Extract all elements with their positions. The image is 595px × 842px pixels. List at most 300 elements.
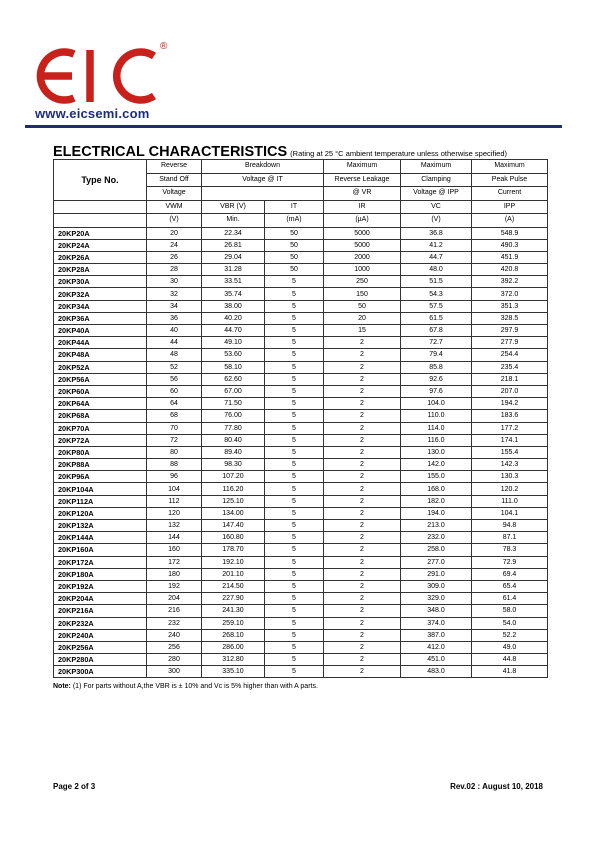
value-cell: 297.9 (472, 325, 548, 337)
value-cell: 5 (265, 446, 324, 458)
type-cell: 20KP70A (54, 422, 147, 434)
value-cell: 335.10 (202, 666, 265, 678)
value-cell: 35.74 (202, 288, 265, 300)
value-cell: 5 (265, 398, 324, 410)
value-cell: 48 (147, 349, 202, 361)
value-cell: 420.8 (472, 264, 548, 276)
table-row (54, 300, 548, 312)
value-cell: 97.6 (401, 385, 472, 397)
value-cell: 116.0 (401, 434, 472, 446)
revision-date: Rev.02 : August 10, 2018 (450, 782, 543, 791)
type-cell: 20KP240A (54, 629, 147, 641)
type-cell: 20KP52A (54, 361, 147, 373)
type-cell: 20KP232A (54, 617, 147, 629)
value-cell: 207.0 (472, 385, 548, 397)
value-cell: 328.5 (472, 312, 548, 324)
value-cell: 5 (265, 410, 324, 422)
table-row (54, 532, 548, 544)
value-cell: 5 (265, 520, 324, 532)
value-cell: 2 (324, 580, 401, 592)
header-cell: Maximum (472, 160, 548, 174)
value-cell: 194.2 (472, 398, 548, 410)
type-cell: 20KP40A (54, 325, 147, 337)
value-cell: 2 (324, 593, 401, 605)
value-cell: 56 (147, 373, 202, 385)
value-cell: 61.5 (401, 312, 472, 324)
table-row (54, 276, 548, 288)
value-cell: 2 (324, 520, 401, 532)
table-row (54, 507, 548, 519)
value-cell: 2 (324, 629, 401, 641)
website-link[interactable]: www.eicsemi.com (35, 106, 150, 121)
value-cell: 150 (324, 288, 401, 300)
value-cell: 96 (147, 471, 202, 483)
value-cell: 155.4 (472, 446, 548, 458)
value-cell: 490.3 (472, 239, 548, 251)
value-cell: 110.0 (401, 410, 472, 422)
header-cell: Clamping (401, 173, 472, 187)
value-cell: 72.9 (472, 556, 548, 568)
value-cell: 2 (324, 373, 401, 385)
footnote-text: (1) For parts without A,the VBR is ± 10% and Vc is 5% higher than with A parts. (72, 683, 318, 690)
value-cell: 41.2 (401, 239, 472, 251)
value-cell: 5 (265, 471, 324, 483)
table-row (54, 580, 548, 592)
value-cell: 67.00 (202, 385, 265, 397)
table-row (54, 410, 548, 422)
type-cell: 20KP104A (54, 483, 147, 495)
value-cell: 451.9 (472, 251, 548, 263)
value-cell: 213.0 (401, 520, 472, 532)
value-cell: 286.00 (202, 641, 265, 653)
value-cell: 2 (324, 605, 401, 617)
type-no-header: Type No. (54, 160, 147, 201)
unit-cell: (V) (401, 214, 472, 228)
value-cell: 68 (147, 410, 202, 422)
value-cell: 5 (265, 556, 324, 568)
table-row (54, 337, 548, 349)
value-cell: 26 (147, 251, 202, 263)
value-cell: 72.7 (401, 337, 472, 349)
value-cell: 5 (265, 654, 324, 666)
value-cell: 2 (324, 361, 401, 373)
value-cell: 5 (265, 483, 324, 495)
value-cell: 89.40 (202, 446, 265, 458)
value-cell: 104 (147, 483, 202, 495)
table-row (54, 556, 548, 568)
type-cell: 20KP68A (54, 410, 147, 422)
value-cell: 58.0 (472, 605, 548, 617)
value-cell: 44.70 (202, 325, 265, 337)
value-cell: 147.40 (202, 520, 265, 532)
value-cell: 204 (147, 593, 202, 605)
table-row (54, 373, 548, 385)
value-cell: 372.0 (472, 288, 548, 300)
value-cell: 412.0 (401, 641, 472, 653)
value-cell: 329.0 (401, 593, 472, 605)
value-cell: 2 (324, 641, 401, 653)
table-row (54, 227, 548, 239)
value-cell: 112 (147, 495, 202, 507)
value-cell: 53.60 (202, 349, 265, 361)
value-cell: 57.5 (401, 300, 472, 312)
table-row (54, 654, 548, 666)
value-cell: 451.0 (401, 654, 472, 666)
type-cell: 20KP256A (54, 641, 147, 653)
value-cell: 5 (265, 361, 324, 373)
value-cell: 61.4 (472, 593, 548, 605)
value-cell: 44 (147, 337, 202, 349)
value-cell: 348.0 (401, 605, 472, 617)
value-cell: 2 (324, 483, 401, 495)
value-cell: 24 (147, 239, 202, 251)
value-cell: 280 (147, 654, 202, 666)
value-cell: 92.6 (401, 373, 472, 385)
value-cell: 50 (265, 264, 324, 276)
value-cell: 94.8 (472, 520, 548, 532)
page-number: Page 2 of 3 (53, 782, 96, 791)
type-cell: 20KP34A (54, 300, 147, 312)
value-cell: 5 (265, 325, 324, 337)
value-cell: 52.2 (472, 629, 548, 641)
value-cell: 70 (147, 422, 202, 434)
value-cell: 374.0 (401, 617, 472, 629)
value-cell: 2 (324, 654, 401, 666)
type-cell: 20KP28A (54, 264, 147, 276)
value-cell: 67.8 (401, 325, 472, 337)
value-cell: 177.2 (472, 422, 548, 434)
table-row (54, 520, 548, 532)
type-cell: 20KP172A (54, 556, 147, 568)
type-cell: 20KP48A (54, 349, 147, 361)
value-cell: 300 (147, 666, 202, 678)
value-cell: 392.2 (472, 276, 548, 288)
value-cell: 44.7 (401, 251, 472, 263)
value-cell: 5 (265, 568, 324, 580)
value-cell: 2 (324, 507, 401, 519)
type-cell: 20KP44A (54, 337, 147, 349)
value-cell: 5000 (324, 239, 401, 251)
type-cell: 20KP192A (54, 580, 147, 592)
value-cell: 50 (265, 239, 324, 251)
value-cell: 5 (265, 288, 324, 300)
value-cell: 107.20 (202, 471, 265, 483)
value-cell: 277.0 (401, 556, 472, 568)
value-cell: 30 (147, 276, 202, 288)
value-cell: 144 (147, 532, 202, 544)
value-cell: 232 (147, 617, 202, 629)
table-row (54, 239, 548, 251)
value-cell: 183.6 (472, 410, 548, 422)
header-cell: Reverse Leakage (324, 173, 401, 187)
value-cell: 134.00 (202, 507, 265, 519)
header-divider (25, 125, 562, 128)
value-cell: 2 (324, 666, 401, 678)
unit-cell: Min. (202, 214, 265, 228)
value-cell: 104.0 (401, 398, 472, 410)
table-row (54, 483, 548, 495)
type-cell: 20KP132A (54, 520, 147, 532)
value-cell: 351.3 (472, 300, 548, 312)
value-cell: 48.0 (401, 264, 472, 276)
value-cell: 130.3 (472, 471, 548, 483)
value-cell: 79.4 (401, 349, 472, 361)
value-cell: 22.34 (202, 227, 265, 239)
value-cell: 5 (265, 337, 324, 349)
type-cell: 20KP300A (54, 666, 147, 678)
value-cell: 64 (147, 398, 202, 410)
type-cell: 20KP26A (54, 251, 147, 263)
value-cell: 2000 (324, 251, 401, 263)
value-cell: 125.10 (202, 495, 265, 507)
value-cell: 32 (147, 288, 202, 300)
value-cell: 5 (265, 641, 324, 653)
value-cell: 26.81 (202, 239, 265, 251)
value-cell: 168.0 (401, 483, 472, 495)
value-cell: 77.80 (202, 422, 265, 434)
value-cell: 36.8 (401, 227, 472, 239)
table-row (54, 471, 548, 483)
table-row (54, 361, 548, 373)
value-cell: 111.0 (472, 495, 548, 507)
type-cell: 20KP120A (54, 507, 147, 519)
value-cell: 5 (265, 666, 324, 678)
value-cell: 104.1 (472, 507, 548, 519)
table-row (54, 568, 548, 580)
unit-cell: (µA) (324, 214, 401, 228)
value-cell: 40 (147, 325, 202, 337)
value-cell: 2 (324, 410, 401, 422)
value-cell: 5 (265, 495, 324, 507)
table-row (54, 629, 548, 641)
value-cell: 51.5 (401, 276, 472, 288)
value-cell: 142.0 (401, 459, 472, 471)
value-cell: 98.30 (202, 459, 265, 471)
value-cell: 5 (265, 629, 324, 641)
value-cell: 548.9 (472, 227, 548, 239)
value-cell: 85.8 (401, 361, 472, 373)
header-cell (54, 214, 147, 228)
value-cell: 227.90 (202, 593, 265, 605)
type-cell: 20KP180A (54, 568, 147, 580)
section-title-main: ELECTRICAL CHARACTERISTICS (53, 144, 288, 160)
value-cell: 194.0 (401, 507, 472, 519)
type-cell: 20KP204A (54, 593, 147, 605)
value-cell: 132 (147, 520, 202, 532)
table-row (54, 251, 548, 263)
value-cell: 291.0 (401, 568, 472, 580)
value-cell: 218.1 (472, 373, 548, 385)
type-cell: 20KP88A (54, 459, 147, 471)
value-cell: 80 (147, 446, 202, 458)
value-cell: 5 (265, 507, 324, 519)
value-cell: 5 (265, 422, 324, 434)
unit-cell: (A) (472, 214, 548, 228)
value-cell: 69.4 (472, 568, 548, 580)
value-cell: 174.1 (472, 434, 548, 446)
table-row (54, 666, 548, 678)
header-cell (202, 187, 324, 201)
value-cell: 2 (324, 544, 401, 556)
value-cell: 259.10 (202, 617, 265, 629)
value-cell: 33.51 (202, 276, 265, 288)
header-cell: Reverse (147, 160, 202, 174)
type-cell: 20KP80A (54, 446, 147, 458)
value-cell: 201.10 (202, 568, 265, 580)
header-cell: @ VR (324, 187, 401, 201)
value-cell: 2 (324, 385, 401, 397)
value-cell: 180 (147, 568, 202, 580)
value-cell: 2 (324, 617, 401, 629)
value-cell: 5 (265, 544, 324, 556)
value-cell: 2 (324, 495, 401, 507)
value-cell: 268.10 (202, 629, 265, 641)
value-cell: 192.10 (202, 556, 265, 568)
value-cell: 2 (324, 446, 401, 458)
value-cell: 78.3 (472, 544, 548, 556)
value-cell: 172 (147, 556, 202, 568)
value-cell: 240 (147, 629, 202, 641)
table-row (54, 312, 548, 324)
value-cell: 29.04 (202, 251, 265, 263)
value-cell: 5 (265, 373, 324, 385)
value-cell: 52 (147, 361, 202, 373)
type-cell: 20KP64A (54, 398, 147, 410)
value-cell: 54.0 (472, 617, 548, 629)
value-cell: 5 (265, 593, 324, 605)
value-cell: 216 (147, 605, 202, 617)
header-cell: Maximum (401, 160, 472, 174)
value-cell: 5 (265, 312, 324, 324)
header-cell: Voltage @ IPP (401, 187, 472, 201)
type-cell: 20KP32A (54, 288, 147, 300)
table-row (54, 385, 548, 397)
value-cell: 5 (265, 580, 324, 592)
type-cell: 20KP216A (54, 605, 147, 617)
symbol-cell: VC (401, 200, 472, 214)
value-cell: 5000 (324, 227, 401, 239)
table-row (54, 617, 548, 629)
value-cell: 5 (265, 349, 324, 361)
value-cell: 62.60 (202, 373, 265, 385)
table-row (54, 641, 548, 653)
value-cell: 258.0 (401, 544, 472, 556)
type-cell: 20KP112A (54, 495, 147, 507)
value-cell: 50 (324, 300, 401, 312)
header-cell: Breakdown (202, 160, 324, 174)
value-cell: 116.20 (202, 483, 265, 495)
type-cell: 20KP60A (54, 385, 147, 397)
type-cell: 20KP144A (54, 532, 147, 544)
value-cell: 5 (265, 617, 324, 629)
value-cell: 254.4 (472, 349, 548, 361)
electrical-characteristics-table (53, 159, 548, 678)
value-cell: 20 (324, 312, 401, 324)
value-cell: 483.0 (401, 666, 472, 678)
value-cell: 28 (147, 264, 202, 276)
table-row (54, 605, 548, 617)
table-row (54, 264, 548, 276)
header-cell: Voltage @ IT (202, 173, 324, 187)
value-cell: 2 (324, 337, 401, 349)
value-cell: 80.40 (202, 434, 265, 446)
unit-cell: (mA) (265, 214, 324, 228)
value-cell: 5 (265, 434, 324, 446)
value-cell: 2 (324, 349, 401, 361)
value-cell: 2 (324, 434, 401, 446)
value-cell: 20 (147, 227, 202, 239)
value-cell: 87.1 (472, 532, 548, 544)
symbol-cell: IPP (472, 200, 548, 214)
type-cell: 20KP20A (54, 227, 147, 239)
value-cell: 192 (147, 580, 202, 592)
value-cell: 155.0 (401, 471, 472, 483)
symbol-cell: IR (324, 200, 401, 214)
value-cell: 58.10 (202, 361, 265, 373)
value-cell: 2 (324, 459, 401, 471)
value-cell: 232.0 (401, 532, 472, 544)
table-row (54, 446, 548, 458)
value-cell: 76.00 (202, 410, 265, 422)
section-title-note: (Rating at 25 °C ambient temperature unless otherwise specified) (290, 149, 508, 158)
value-cell: 142.3 (472, 459, 548, 471)
value-cell: 36 (147, 312, 202, 324)
value-cell: 120 (147, 507, 202, 519)
value-cell: 5 (265, 605, 324, 617)
value-cell: 130.0 (401, 446, 472, 458)
type-cell: 20KP72A (54, 434, 147, 446)
footnote (53, 683, 318, 690)
table-row (54, 288, 548, 300)
type-cell: 20KP280A (54, 654, 147, 666)
table-row (54, 495, 548, 507)
value-cell: 387.0 (401, 629, 472, 641)
value-cell: 312.80 (202, 654, 265, 666)
value-cell: 44.8 (472, 654, 548, 666)
value-cell: 256 (147, 641, 202, 653)
value-cell: 15 (324, 325, 401, 337)
table-row (54, 459, 548, 471)
type-cell: 20KP30A (54, 276, 147, 288)
value-cell: 250 (324, 276, 401, 288)
table-body (54, 227, 548, 678)
value-cell: 178.70 (202, 544, 265, 556)
value-cell: 114.0 (401, 422, 472, 434)
table-row (54, 325, 548, 337)
type-cell: 20KP96A (54, 471, 147, 483)
value-cell: 5 (265, 459, 324, 471)
type-cell: 20KP160A (54, 544, 147, 556)
value-cell: 214.50 (202, 580, 265, 592)
table-row (54, 398, 548, 410)
value-cell: 72 (147, 434, 202, 446)
header-cell: Voltage (147, 187, 202, 201)
value-cell: 2 (324, 398, 401, 410)
header-cell: Peak Pulse (472, 173, 548, 187)
table-row (54, 422, 548, 434)
header-cell (54, 200, 147, 214)
value-cell: 2 (324, 568, 401, 580)
type-cell: 20KP24A (54, 239, 147, 251)
registered-mark: ® (160, 41, 168, 52)
unit-cell: (V) (147, 214, 202, 228)
header-cell: Stand Off (147, 173, 202, 187)
symbol-cell: VBR (V) (202, 200, 265, 214)
value-cell: 49.10 (202, 337, 265, 349)
value-cell: 71.50 (202, 398, 265, 410)
value-cell: 182.0 (401, 495, 472, 507)
value-cell: 5 (265, 276, 324, 288)
